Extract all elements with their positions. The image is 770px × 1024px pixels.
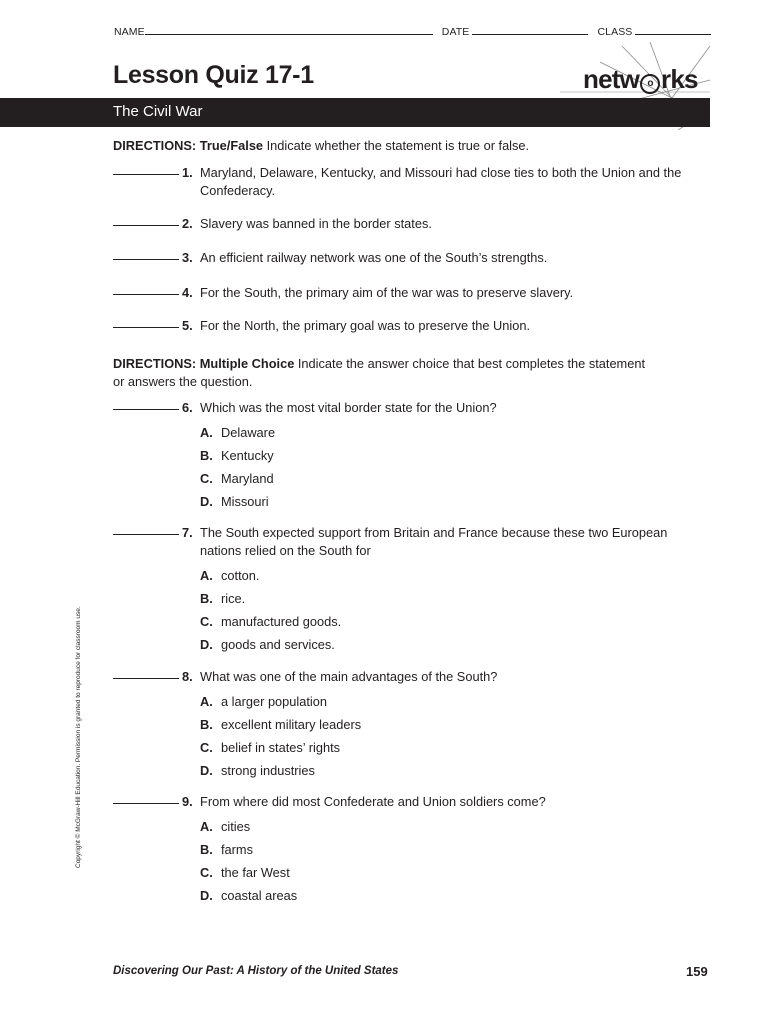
section-banner [0,98,710,127]
date-blank [472,25,588,35]
copyright-notice: Copyright © McGraw-Hill Education. Permission is granted to reproduce for classroom use. [75,606,82,868]
choice-d: D. Missouri [200,494,269,509]
choice-d: D. strong industries [200,763,315,778]
question-4 [113,284,713,302]
choice-b: B. Kentucky [200,448,274,463]
choice-a: A. Delaware [200,425,276,440]
directions-text: Indicate the answer choice that best completes the statement or answers the question. [113,356,646,389]
question-8 [113,668,713,686]
networks-logo [583,60,708,100]
class-label: CLASS [597,26,633,38]
answer-blank[interactable] [113,164,179,175]
choice-b: B. excellent military leaders [200,717,362,732]
directions-type: Multiple Choice [199,356,295,371]
question-1 [113,164,713,198]
question-number: 4. [182,285,193,300]
logo-suffix: rks [661,64,698,94]
choices-6 [200,424,275,516]
question-2 [113,215,713,233]
question-number: 2. [182,216,193,231]
footer-book-title: Discovering Our Past: A History of the United States [113,965,399,977]
student-info-line [114,25,710,38]
answer-blank[interactable] [113,668,179,679]
directions-multiple-choice [113,355,658,391]
directions-text: Indicate whether the statement is true or false. [266,138,530,153]
answer-blank[interactable] [113,249,179,260]
section-title: The Civil War [113,103,203,120]
page-title: Lesson Quiz 17-1 [113,61,314,89]
class-blank [635,25,711,35]
answer-blank[interactable] [113,284,179,295]
choices-8 [200,693,361,785]
choices-7 [200,567,341,659]
name-blank [145,25,433,35]
choice-b: B. farms [200,842,253,857]
question-number: 3. [182,250,193,265]
question-text: An efficient railway network was one of the South’s strengths. [200,250,548,265]
question-7 [113,524,713,558]
name-label: NAME [114,26,145,38]
directions-type: True/False [199,138,264,153]
directions-label: DIRECTIONS: [113,356,197,371]
choice-c: C. manufactured goods. [200,614,342,629]
question-6 [113,399,713,417]
question-3 [113,249,713,267]
answer-blank[interactable] [113,399,179,410]
question-number: 7. [182,525,193,540]
question-text: Slavery was banned in the border states. [200,216,432,231]
page-number: 159 [686,964,708,979]
choice-b: B. rice. [200,591,246,606]
logo-o-icon: o [640,74,660,94]
question-text: Which was the most vital border state for the Union? [200,400,497,415]
question-text: Maryland, Delaware, Kentucky, and Missouri had close ties to both the Union and the Confederacy. [200,165,682,198]
logo-prefix: netw [583,64,640,94]
choice-c: C. belief in states’ rights [200,740,341,755]
choice-a: A. cities [200,819,251,834]
answer-blank[interactable] [113,793,179,804]
question-number: 1. [182,165,193,180]
question-text: What was one of the main advantages of the South? [200,669,498,684]
choice-a: A. cotton. [200,568,260,583]
choice-d: D. goods and services. [200,637,335,652]
question-number: 5. [182,318,193,333]
question-5 [113,317,713,335]
choice-d: D. coastal areas [200,888,298,903]
answer-blank[interactable] [113,524,179,535]
directions-true-false [113,137,673,155]
question-number: 8. [182,669,193,684]
date-label: DATE [441,26,470,38]
choice-c: C. the far West [200,865,290,880]
question-text: The South expected support from Britain and France because these two European nations relied on the South for [200,525,668,558]
question-text: From where did most Confederate and Union soldiers come? [200,794,546,809]
question-text: For the South, the primary aim of the war was to preserve slavery. [200,285,574,300]
question-text: For the North, the primary goal was to preserve the Union. [200,318,531,333]
question-9 [113,793,713,811]
choices-9 [200,818,297,910]
directions-label: DIRECTIONS: [113,138,197,153]
question-number: 6. [182,400,193,415]
answer-blank[interactable] [113,215,179,226]
choice-a: A. a larger population [200,694,328,709]
question-number: 9. [182,794,193,809]
answer-blank[interactable] [113,317,179,328]
choice-c: C. Maryland [200,471,274,486]
